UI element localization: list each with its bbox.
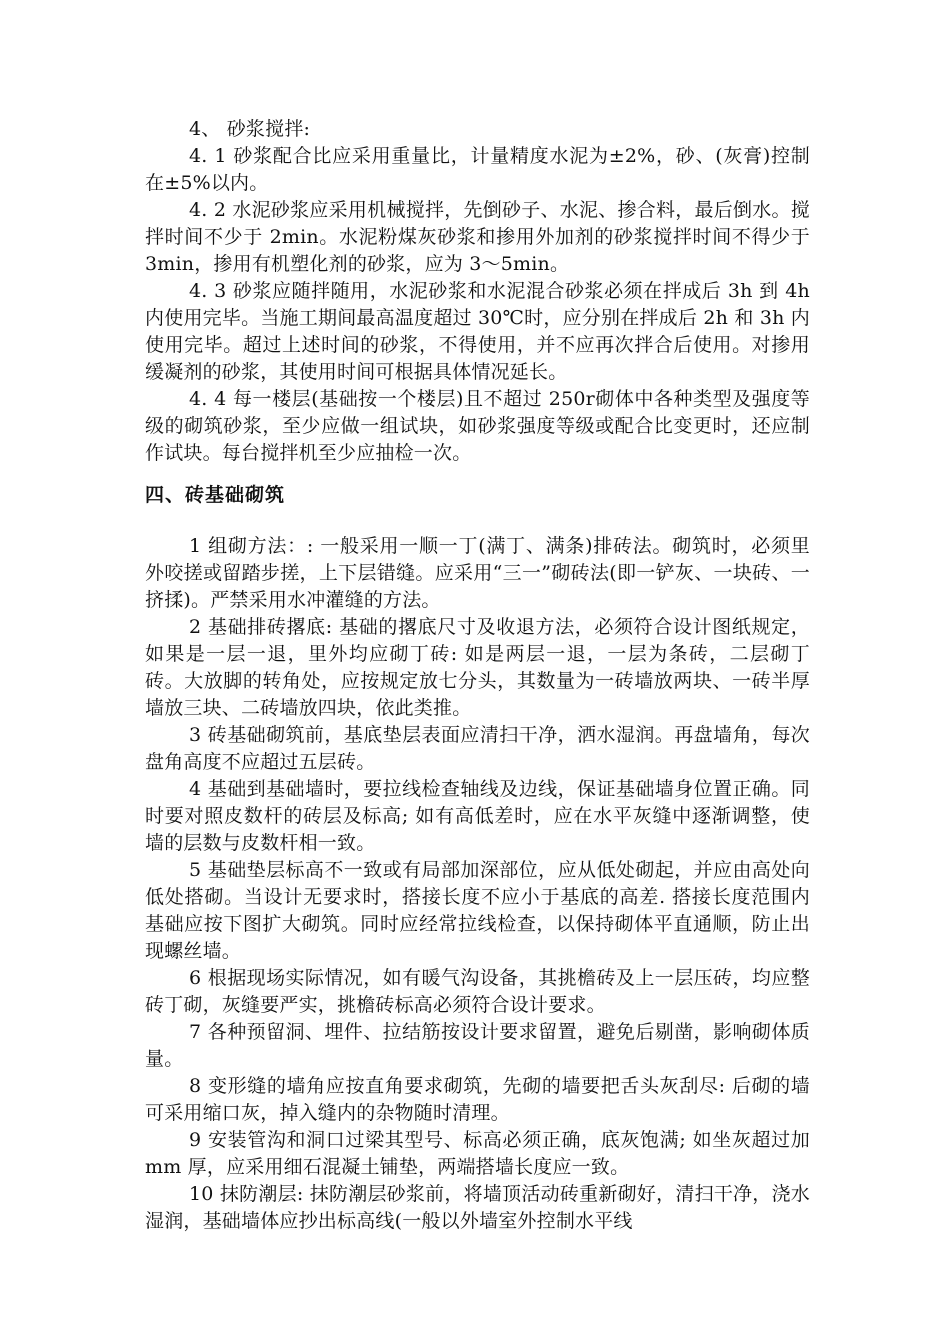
paragraph-mortar-usage-time: 4. 3 砂浆应随拌随用，水泥砂浆和水泥混合砂浆必须在拌成后 3h 到 4h 内使用完毕。当施工期间最高温度超过 30℃时，应分别在拌成后 2h 和 3h 内使用完毕。超过上述时间的砂浆，不得使用，并不应再次拌合后使用。对掺用缓凝剂的砂浆，其使用时间可根据具体情况延长。 xyxy=(145,280,810,383)
paragraph-base-cleaning: 3 砖基础砌筑前，基底垫层表面应清扫干净，洒水湿润。再盘墙角，每次盘角高度不应超过五层砖。 xyxy=(145,724,810,773)
paragraph-heating-trench: 6 根据现场实际情况，如有暖气沟设备，其挑檐砖及上一层压砖，均应整砖丁砌，灰缝要严实，挑檐砖标高必须符合设计要求。 xyxy=(145,967,810,1016)
paragraph-mortar-mixing-title: 4、 砂浆搅拌: xyxy=(189,118,311,140)
paragraph-bonding-method: 1 组砌方法：: 一般采用一顺一丁(满丁、满条)排砖法。砌筑时，必须里外咬搓或留踏步搓，上下层错缝。应采用“三一”砌砖法(即一铲灰、一块砖、一挤揉)。严禁采用水冲灌缝的方法。 xyxy=(145,535,810,611)
section-heading-brick-foundation: 四、砖基础砌筑 xyxy=(145,484,286,506)
paragraph-mechanical-mixing: 4. 2 水泥砂浆应采用机械搅拌，先倒砂子、水泥、掺合料，最后倒水。搅拌时间不少于 2min。水泥粉煤灰砂浆和掺用外加剂的砂浆搅拌时间不得少于 3min，掺用有机塑化剂的砂浆，应为 3～5min。 xyxy=(145,199,810,275)
paragraph-reserved-holes: 7 各种预留洞、埋件、拉结筋按设计要求留置，避免后剔凿，影响砌体质量。 xyxy=(145,1021,810,1070)
paragraph-mortar-ratio: 4. 1 砂浆配合比应采用重量比，计量精度水泥为±2%，砂、(灰膏)控制在±5%以内。 xyxy=(145,145,810,194)
paragraph-damp-proof-layer: 10 抹防潮层: 抹防潮层砂浆前，将墙顶活动砖重新砌好，清扫干净，浇水湿润，基础墙体应抄出标高线(一般以外墙室外控制水平线 xyxy=(145,1183,810,1232)
document-body xyxy=(145,116,810,1235)
paragraph-lintel-installation: 9 安装管沟和洞口过梁其型号、标高必须正确，底灰饱满; 如坐灰超过加 mm 厚，应采用细石混凝土铺垫，两端搭墙长度应一致。 xyxy=(145,1129,810,1178)
mortar-mixing-section xyxy=(145,116,810,467)
paragraph-elevation-difference: 5 基础垫层标高不一致或有局部加深部位，应从低处砌起，并应由高处向低处搭砌。当设计无要求时，搭接长度不应小于基底的高差. 搭接长度范围内基础应按下图扩大砌筑。同时应经常拉线检查，以保持砌体平直通顺，防止出现螺丝墙。 xyxy=(145,859,810,962)
paragraph-axis-check: 4 基础到基础墙时，要拉线检查轴线及边线，保证基础墙身位置正确。同时要对照皮数杆的砖层及标高; 如有高低差时，应在水平灰缝中逐渐调整，使墙的层数与皮数杆相一致。 xyxy=(145,778,810,854)
brick-foundation-section xyxy=(145,533,810,1235)
paragraph-deformation-joint: 8 变形缝的墙角应按直角要求砌筑，先砌的墙要把舌头灰刮尽: 后砌的墙可采用缩口灰，掉入缝内的杂物随时清理。 xyxy=(145,1075,810,1124)
paragraph-foundation-layout: 2 基础排砖撂底: 基础的撂底尺寸及收退方法，必须符合设计图纸规定，如果是一层一退，里外均应砌丁砖: 如是两层一退，一层为条砖，二层砌丁砖。大放脚的转角处，应按规定放七分头，其数量为一砖墙放两块、一砖半厚墙放三块、二砖墙放四块，依此类推。 xyxy=(145,616,810,719)
paragraph-test-blocks: 4. 4 每一楼层(基础按一个楼层)且不超过 250r砌体中各种类型及强度等级的砌筑砂浆，至少应做一组试块，如砂浆强度等级或配合比变更时，还应制作试块。每台搅拌机至少应抽检一次。 xyxy=(145,388,810,464)
